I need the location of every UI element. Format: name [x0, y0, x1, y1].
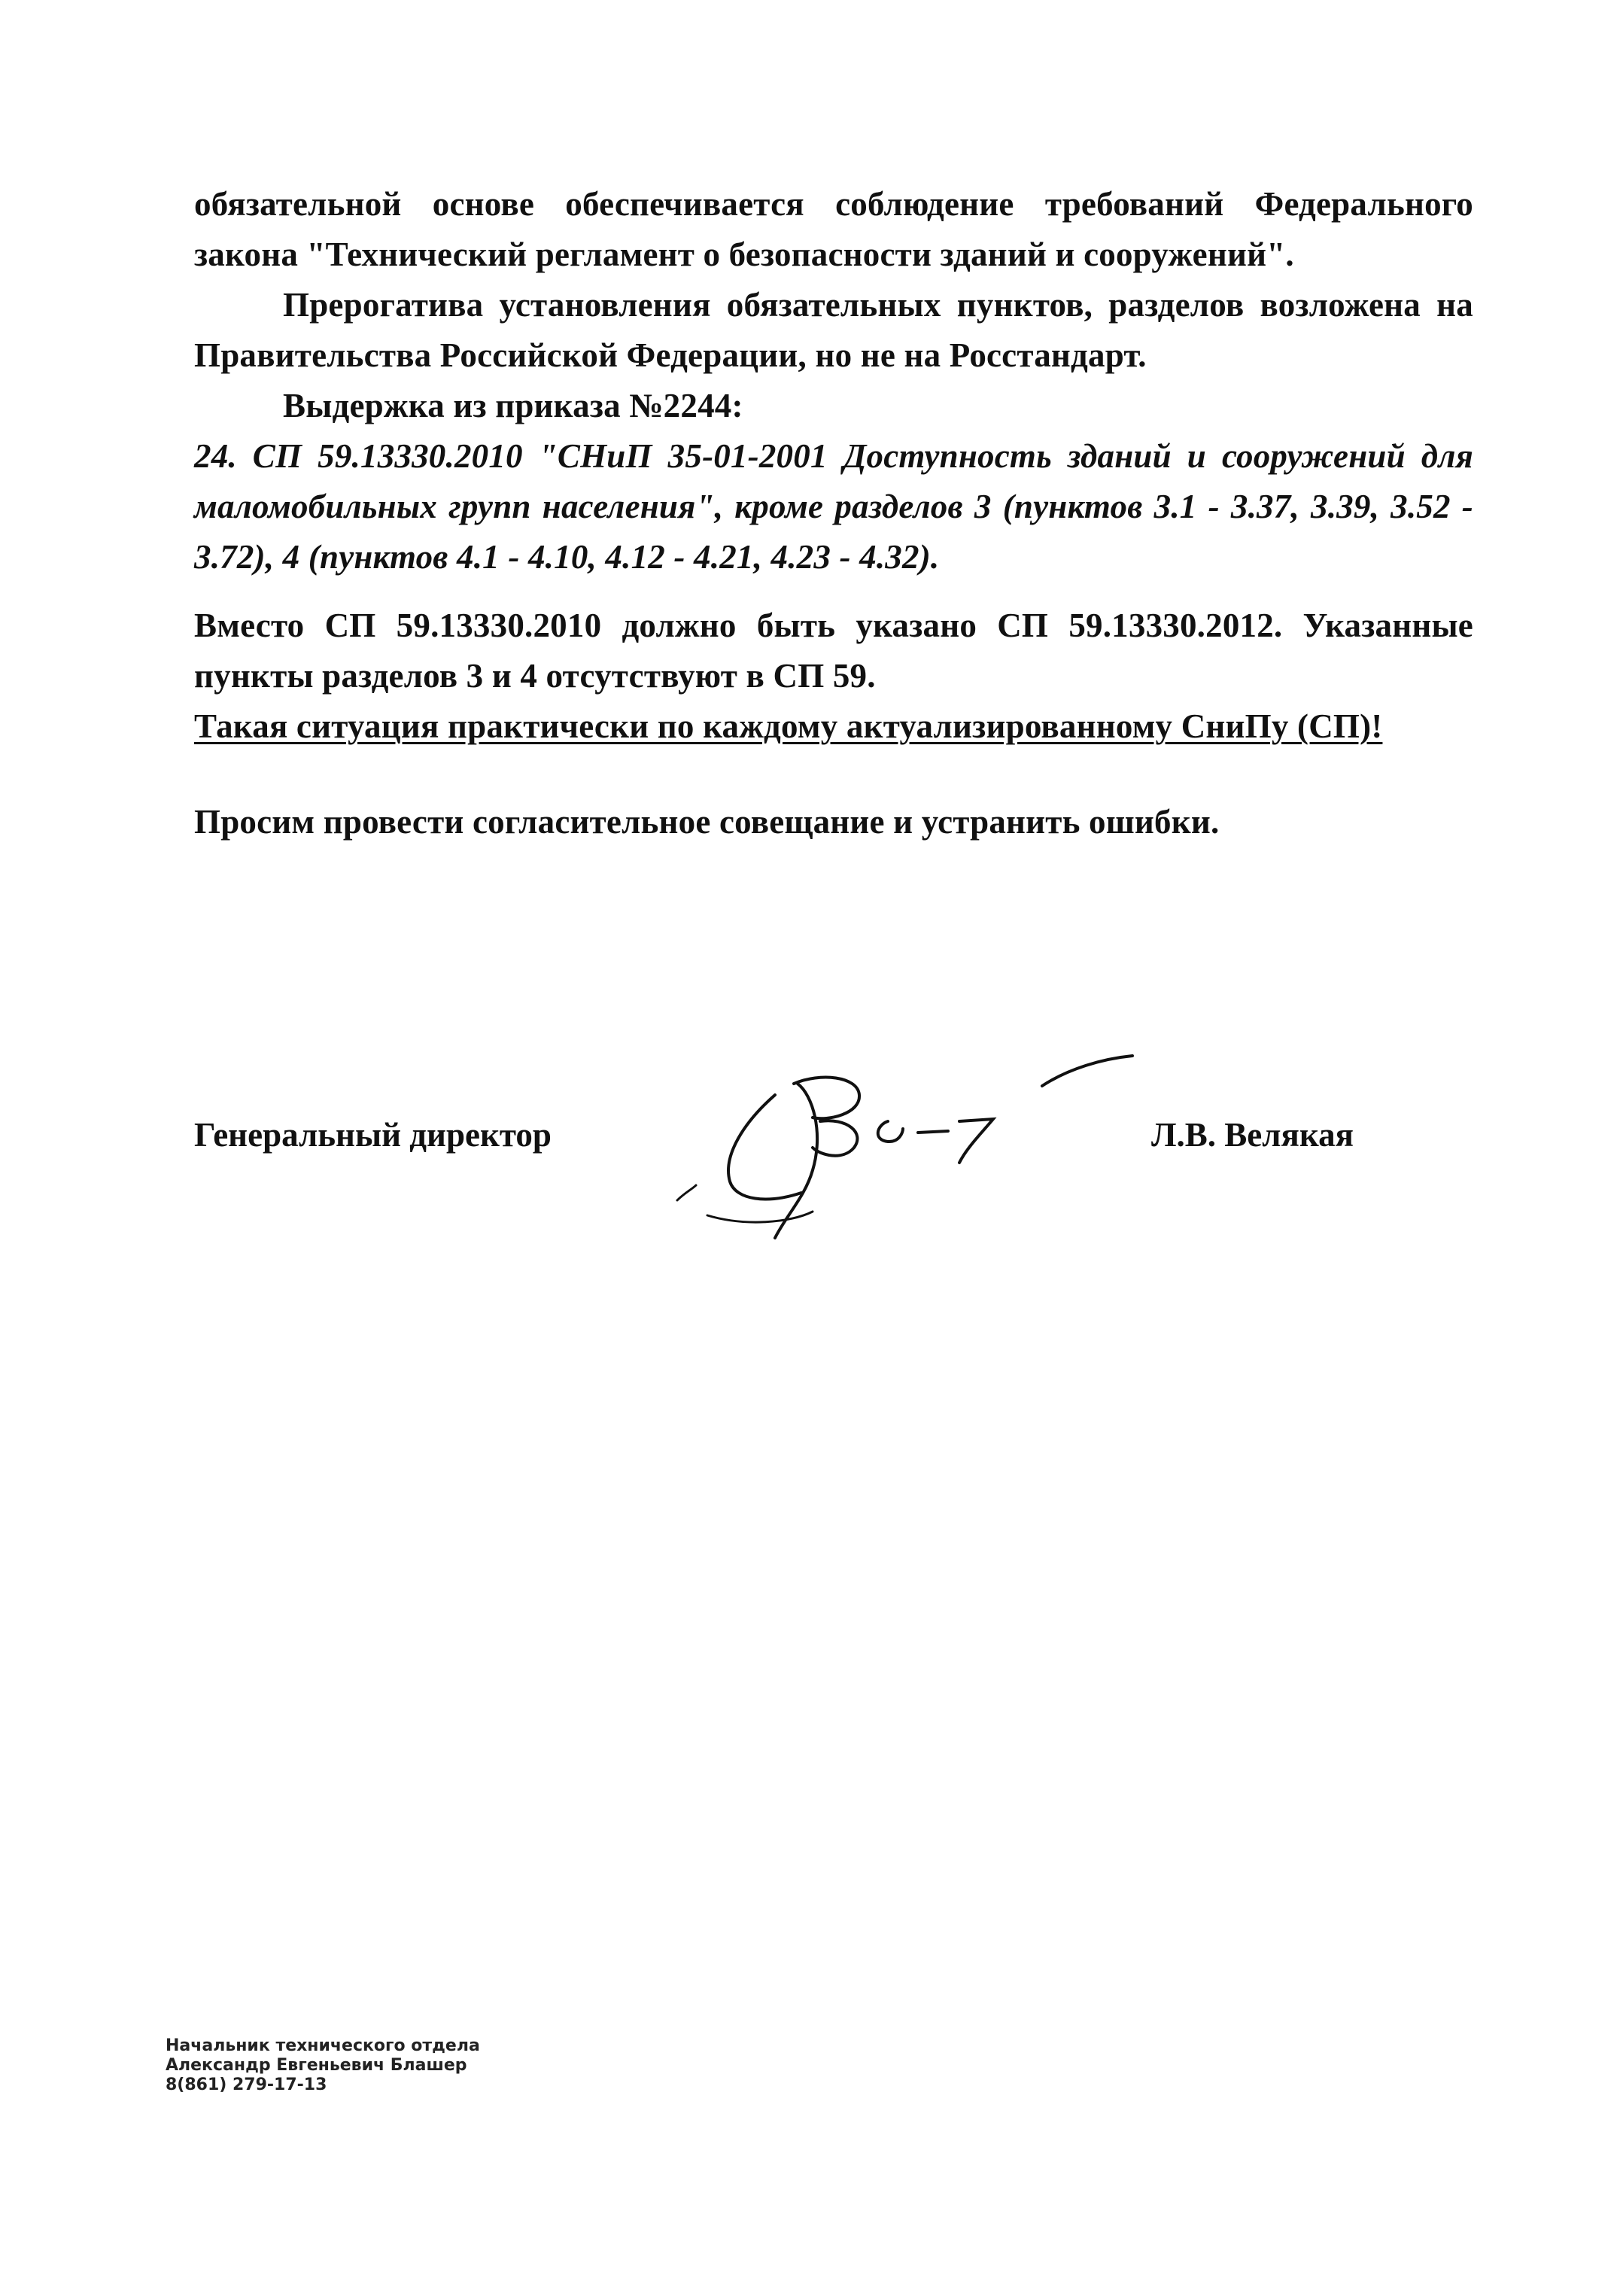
paragraph-correction: Вместо СП 59.13330.2010 должно быть указано СП 59.13330.2012. Указанные пункты разделов 3 и 4 отсутствуют в СП 59.	[194, 607, 1473, 695]
executor-name: Александр Евгеньевич Блашер	[166, 2056, 467, 2075]
executor-contact	[166, 2036, 480, 2095]
handwritten-signature	[662, 1050, 1144, 1245]
paragraph-situation: Такая ситуация практически по каждому актуализированному СниПу (СП)!	[194, 707, 1383, 745]
paragraph-legal-basis: обязательной основе обеспечивается соблюдение требований Федерального закона "Технический регламент о безопасности зданий и сооружений".	[194, 185, 1473, 273]
paragraph-request: Просим провести согласительное совещание и устранить ошибки.	[194, 803, 1220, 841]
paragraph-prerogative: Прерогатива установления обязательных пунктов, разделов возложена на Правительства Российской Федерации, но не на Росстандарт.	[194, 286, 1473, 374]
paragraph-excerpt-heading: Выдержка из приказа №2244:	[283, 387, 743, 424]
signatory-name: Л.В. Велякая	[1151, 1116, 1354, 1154]
executor-position: Начальник технического отдела	[166, 2036, 480, 2055]
signatory-title: Генеральный директор	[194, 1116, 552, 1154]
paragraph-excerpt-quote: 24. СП 59.13330.2010 "СНиП 35-01-2001 Доступность зданий и сооружений для маломобильных групп населения", кроме разделов 3 (пунктов 3.1 - 3.37, 3.39, 3.52 - 3.72), 4 (пунктов 4.1 - 4.10, 4.12 - 4.21, 4.23 - 4.32).	[194, 437, 1473, 576]
letter-body	[194, 179, 1473, 847]
executor-phone: 8(861) 279-17-13	[166, 2076, 327, 2094]
